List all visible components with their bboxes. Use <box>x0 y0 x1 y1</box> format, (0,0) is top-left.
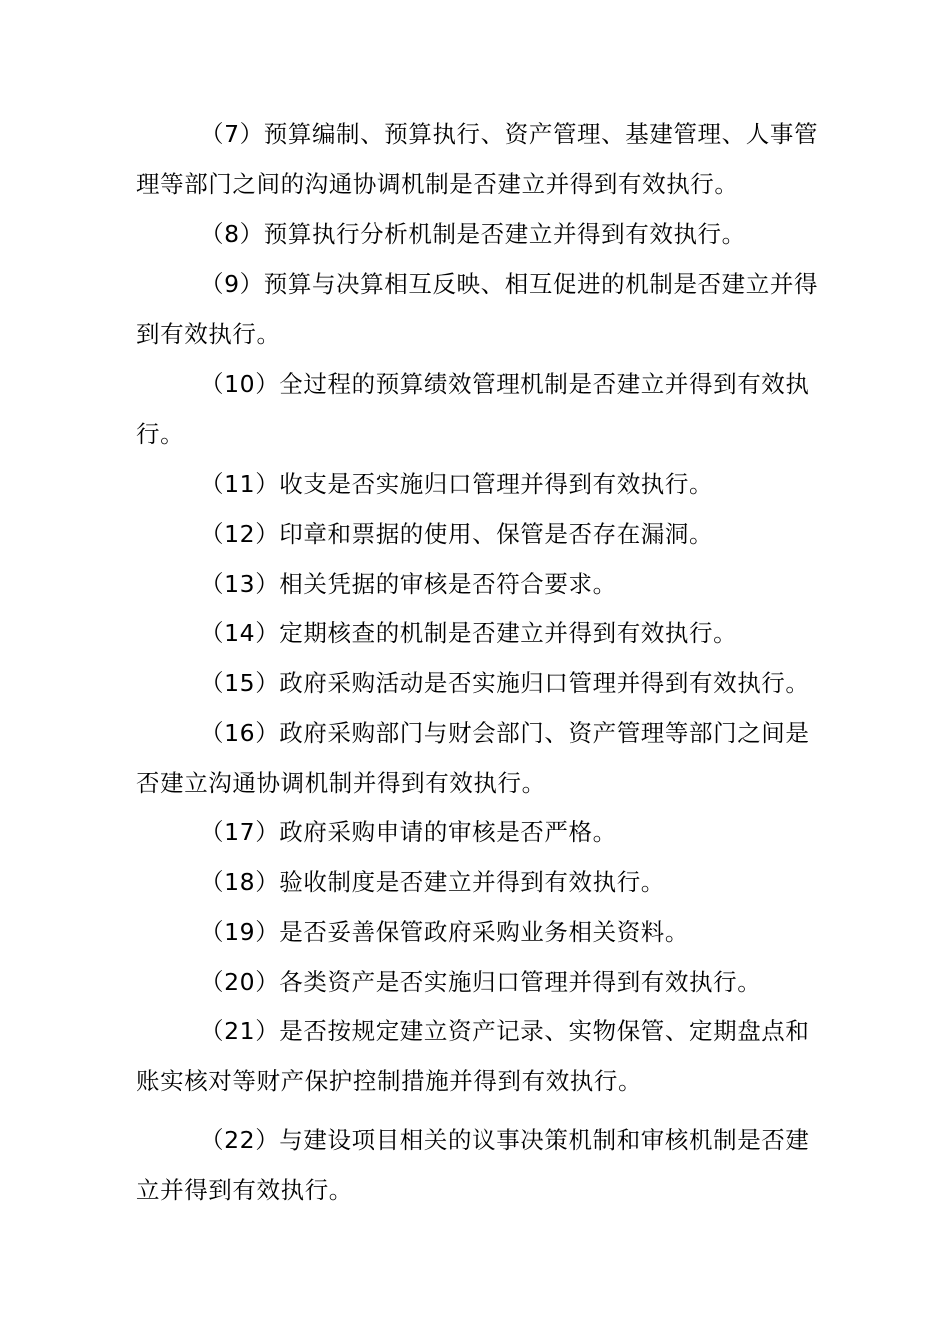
paragraph-12: （12）印章和票据的使用、保管是否存在漏洞。 <box>200 520 714 548</box>
paragraph-20: （20）各类资产是否实施归口管理并得到有效执行。 <box>200 968 762 996</box>
paragraph-16: （16）政府采购部门与财会部门、资产管理等部门之间是否建立沟通协调机制并得到有效执行。 <box>136 719 810 797</box>
paragraph-11: （11）收支是否实施归口管理并得到有效执行。 <box>200 470 714 498</box>
paragraph-18: （18）验收制度是否建立并得到有效执行。 <box>200 868 665 896</box>
paragraph-15: （15）政府采购活动是否实施归口管理并得到有效执行。 <box>200 669 810 697</box>
paragraph-19: （19）是否妥善保管政府采购业务相关资料。 <box>200 918 690 946</box>
paragraph-17: （17）政府采购申请的审核是否严格。 <box>200 818 617 846</box>
paragraph-13: （13）相关凭据的审核是否符合要求。 <box>200 570 617 598</box>
paragraph-8: （8）预算执行分析机制是否建立并得到有效执行。 <box>200 220 746 248</box>
paragraph-10: （10）全过程的预算绩效管理机制是否建立并得到有效执行。 <box>136 370 810 448</box>
paragraph-9: （9）预算与决算相互反映、相互促进的机制是否建立并得到有效执行。 <box>136 270 819 348</box>
paragraph-22: （22）与建设项目相关的议事决策机制和审核机制是否建立并得到有效执行。 <box>136 1126 810 1204</box>
paragraph-21: （21）是否按规定建立资产记录、实物保管、定期盘点和账实核对等财产保护控制措施并得到有效执行。 <box>136 1017 810 1095</box>
paragraph-7: （7）预算编制、预算执行、资产管理、基建管理、人事管理等部门之间的沟通协调机制是否建立并得到有效执行。 <box>136 120 819 198</box>
paragraph-14: （14）定期核查的机制是否建立并得到有效执行。 <box>200 619 738 647</box>
